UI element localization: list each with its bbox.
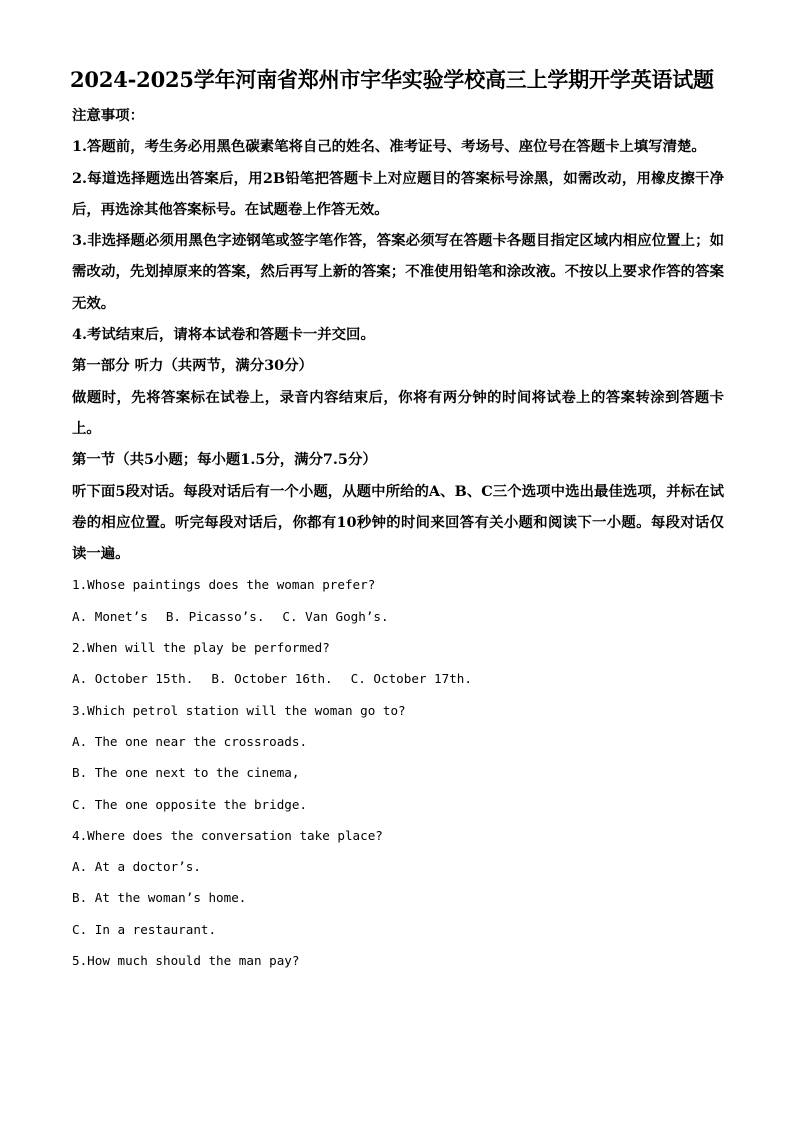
notice-heading: 注意事项： bbox=[72, 107, 144, 124]
question-2-option-b: B. October 16th. bbox=[211, 671, 333, 687]
question-1-option-b: B. Picasso’s. bbox=[165, 608, 265, 624]
question-3-stem: 3.Which petrol station will the woman go to? bbox=[72, 702, 406, 718]
question-4-stem: 4.Where does the conversation take place? bbox=[72, 827, 383, 843]
notice-item-3: 3.非选择题必须用黑色字迹钢笔或签字笔作答，答案必须写在答题卡各题目指定区域内相应位置上；如需改动，先划掉原来的答案，然后再写上新的答案；不准使用铅笔和涂改液。不按以上要求作答的答案无效。 bbox=[72, 232, 724, 312]
page-title: 2024-2025学年河南省郑州市宇华实验学校高三上学期开学英语试题 bbox=[70, 67, 714, 92]
notice-item-1: 1.答题前，考生务必用黑色碳素笔将自己的姓名、准考证号、考场号、座位号在答题卡上填写清楚。 bbox=[72, 138, 706, 156]
question-2-options bbox=[72, 663, 724, 694]
question-2-option-c: C. October 17th. bbox=[350, 671, 472, 687]
section1-heading: 第一节（共5小题；每小题1.5分，满分7.5分） bbox=[72, 451, 377, 469]
question-1-options bbox=[72, 601, 724, 632]
question-1-stem: 1.Whose paintings does the woman prefer? bbox=[72, 577, 376, 593]
question-1-option-a: A. Monet’s bbox=[72, 608, 148, 624]
question-2-stem: 2.When will the play be performed? bbox=[72, 640, 330, 656]
question-1-option-c: C. Van Gogh’s. bbox=[282, 608, 389, 624]
question-3-option-a: A. The one near the crossroads. bbox=[72, 733, 308, 749]
part1-instruction: 做题时，先将答案标在试卷上，录音内容结束后，你将有两分钟的时间将试卷上的答案转涂到答题卡上。 bbox=[72, 388, 724, 437]
notice-item-2: 2.每道选择题选出答案后，用2B铅笔把答题卡上对应题目的答案标号涂黑，如需改动，用橡皮擦干净后，再选涂其他答案标号。在试题卷上作答无效。 bbox=[72, 169, 724, 218]
question-4-option-c: C. In a restaurant. bbox=[72, 921, 217, 937]
notice-item-4: 4.考试结束后，请将本试卷和答题卡一并交回。 bbox=[72, 326, 375, 344]
question-5-stem: 5.How much should the man pay? bbox=[72, 953, 300, 969]
question-4-option-a: A. At a doctor’s. bbox=[72, 859, 201, 875]
question-3-option-c: C. The one opposite the bridge. bbox=[72, 796, 308, 812]
question-2-option-a: A. October 15th. bbox=[72, 671, 194, 687]
question-3-option-b: B. The one next to the cinema, bbox=[72, 765, 300, 781]
exam-page bbox=[72, 60, 724, 976]
section1-instruction: 听下面5段对话。每段对话后有一个小题，从题中所给的A、B、C三个选项中选出最佳选项，并标在试卷的相应位置。听完每段对话后，你都有10秒钟的时间来回答有关小题和阅读下一小题。每段对话仅读一遍。 bbox=[72, 482, 724, 563]
question-4-option-b: B. At the woman’s home. bbox=[72, 890, 247, 906]
part1-heading: 第一部分 听力（共两节，满分30分） bbox=[72, 357, 313, 375]
